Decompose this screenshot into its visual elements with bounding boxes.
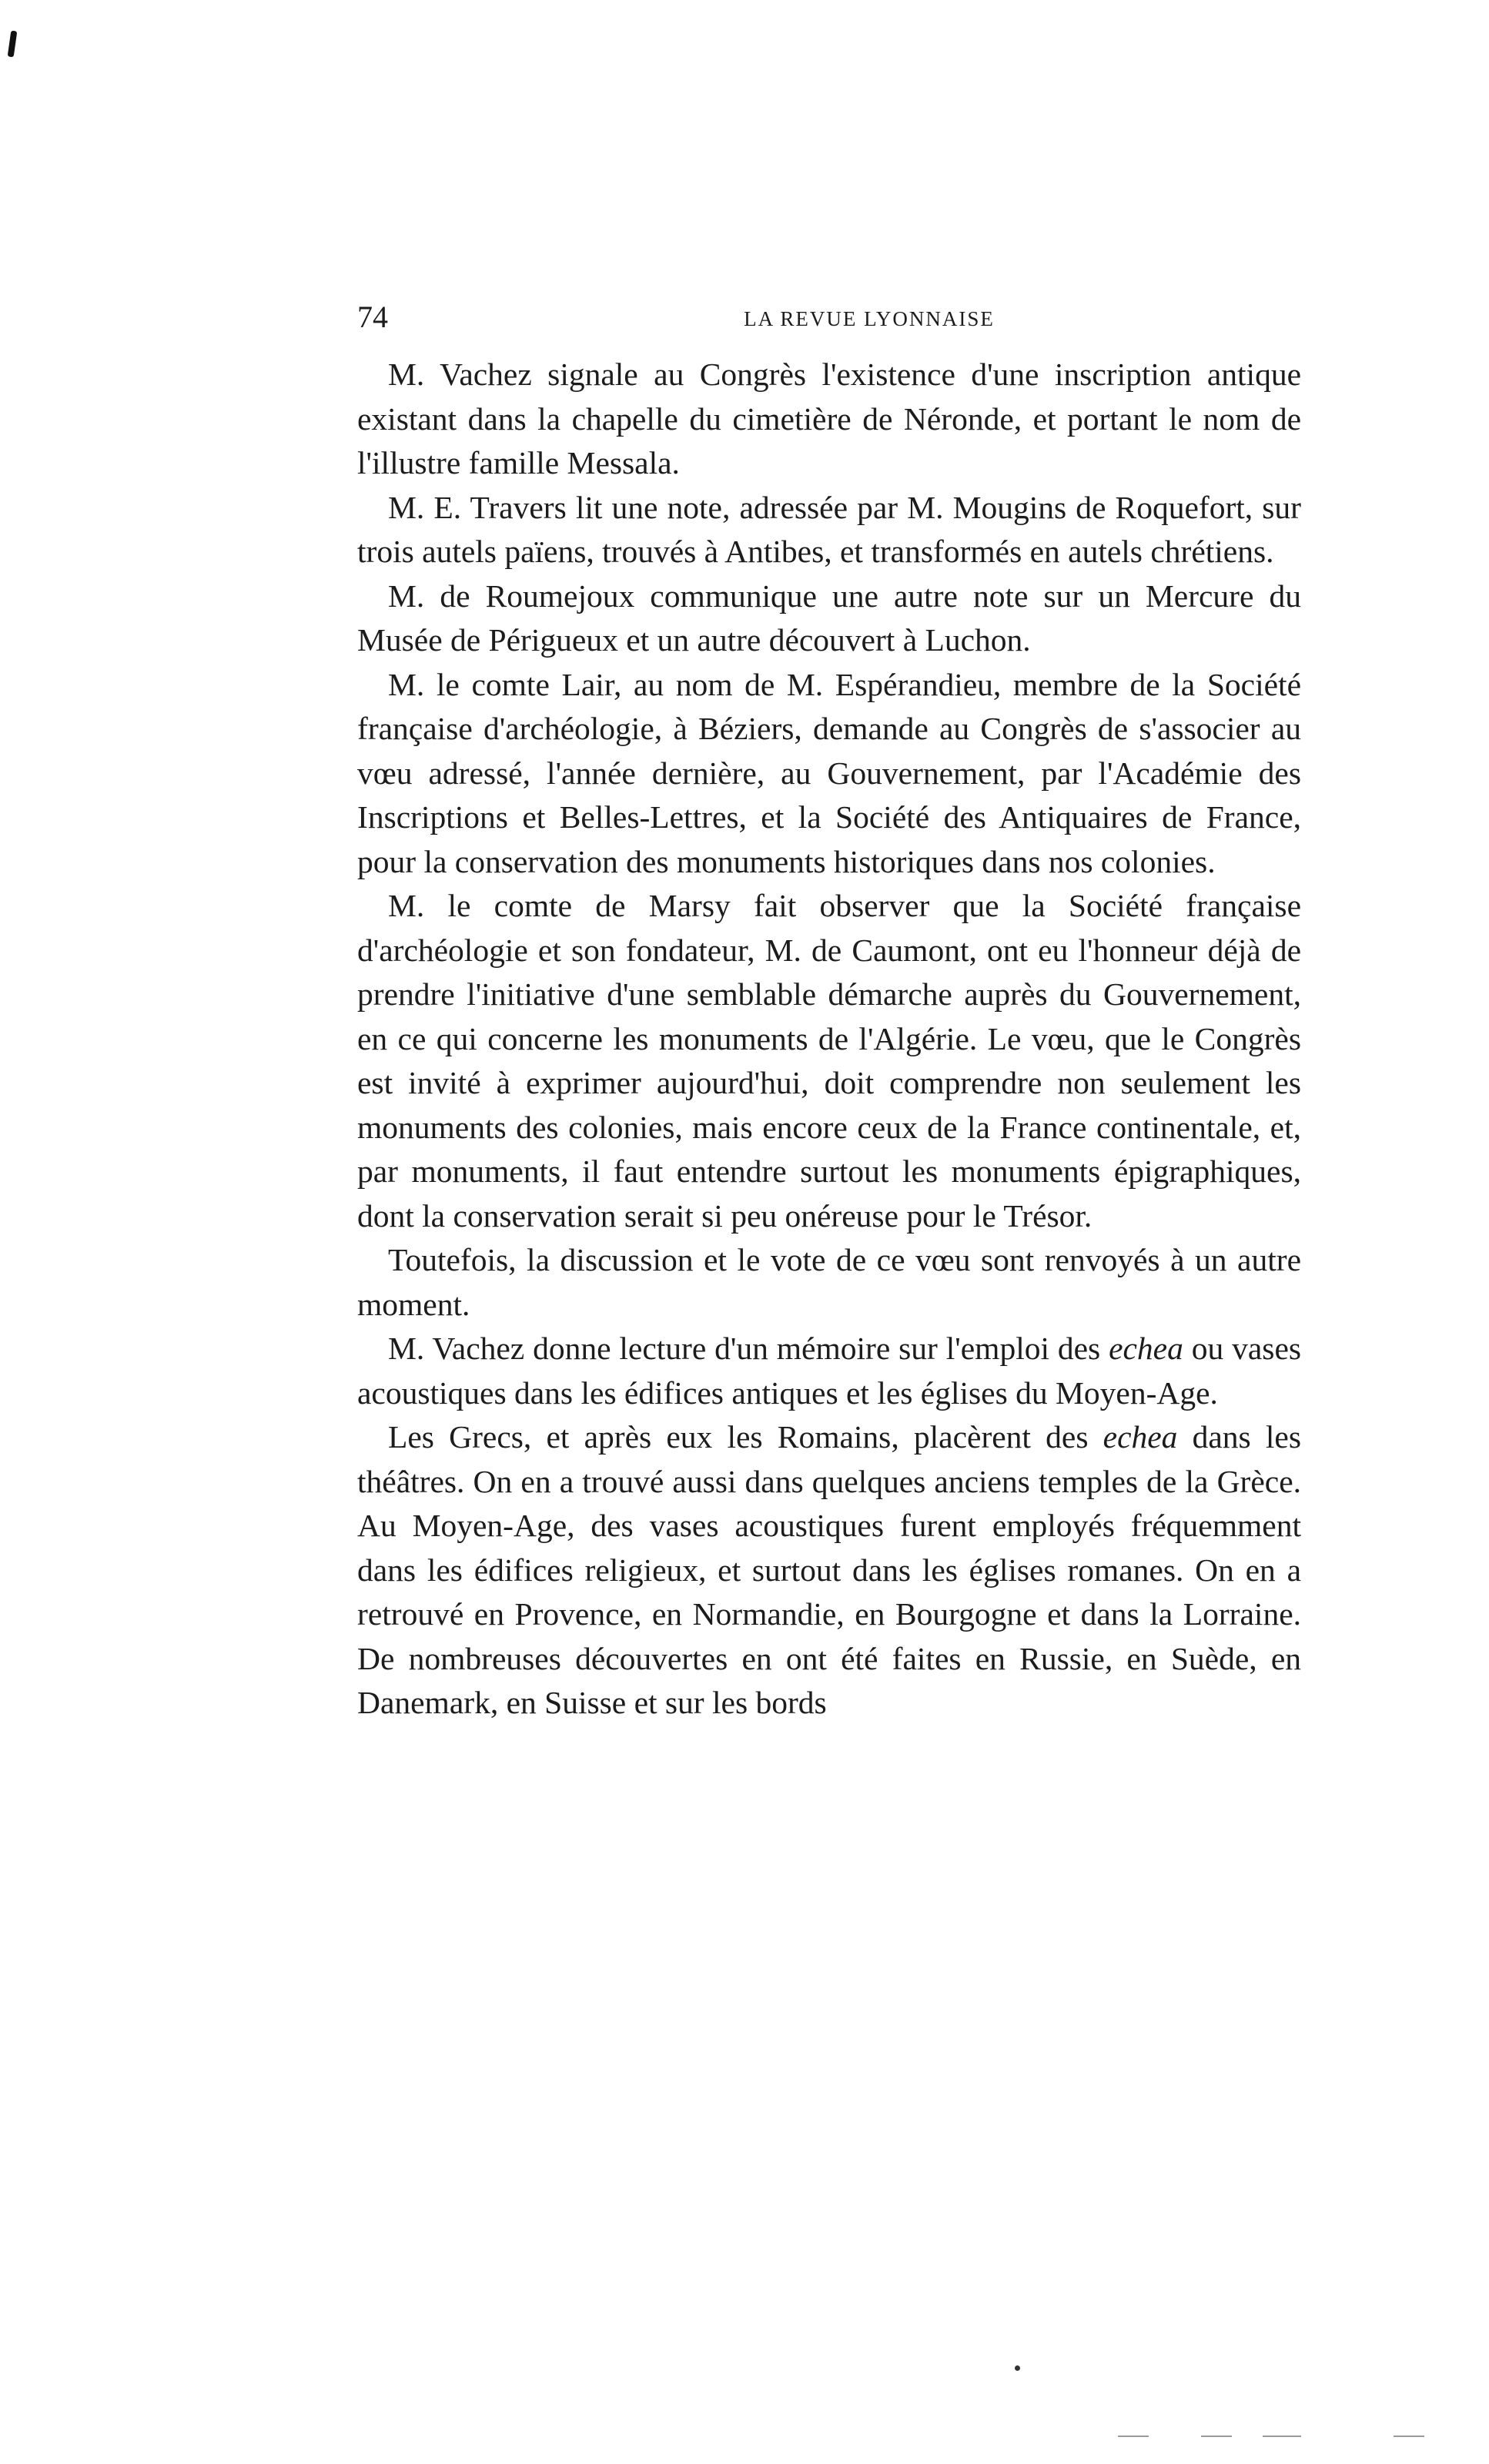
scan-rule: [1263, 2436, 1301, 2437]
paragraph: M. le comte Lair, au nom de M. Espérandieu, membre de la Société française d'archéologie, à Béziers, demande au Congrès de s'associer au vœu adressé, l'année dernière, au Gouvernement, par l'Académie des Inscriptions et Belles-Lettres, et la Société des Antiquaires de France, pour la conservation des monuments historiques dans nos colonies.: [357, 666, 1301, 879]
paragraph: Les Grecs, et après eux les Romains, placèrent des echea dans les théâtres. On en a trouvé aussi dans quelques anciens temples de la Grèce. Au Moyen-Age, des vases acoustiques furent employés fréquemment dans les édifices religieux, et surtout dans les églises romanes. On en a retrouvé en Provence, en Normandie, en Bourgogne et dans la Lorraine. De nombreuses découvertes en ont été faites en Russie, en Suède, en Danemark, en Suisse et sur les bords: [357, 1419, 1301, 1720]
paragraph: Toutefois, la discussion et le vote de ce vœu sont renvoyés à un autre moment.: [357, 1242, 1301, 1322]
paragraph: M. de Roumejoux communique une autre note sur un Mercure du Musée de Périgueux et un autre découvert à Luchon.: [357, 578, 1301, 658]
paragraph: M. Vachez donne lecture d'un mémoire sur l'emploi des echea ou vases acoustiques dans les édifices antiques et les églises du Moyen-Age.: [357, 1331, 1302, 1411]
scan-rule: [1394, 2436, 1424, 2437]
body-text: [357, 353, 1301, 1726]
page-number: 74: [357, 300, 388, 334]
italic-term: echea: [1109, 1331, 1183, 1366]
italic-term: echea: [1103, 1419, 1178, 1455]
scan-rule: [1201, 2436, 1232, 2437]
paragraph: M. le comte de Marsy fait observer que la Société française d'archéologie et son fondateur, M. de Caumont, ont eu l'honneur déjà de prendre l'initiative d'une semblable démarche auprès du Gouvernement, en ce qui concerne les monuments de l'Algérie. Le vœu, que le Congrès est invité à exprimer aujourd'hui, doit comprendre non seulement les monuments des colonies, mais encore ceux de la France continentale, et, par monuments, il faut entendre surtout les monuments épigraphiques, dont la conservation serait si peu onéreuse pour le Trésor.: [357, 888, 1301, 1234]
paragraph: M. E. Travers lit une note, adressée par M. Mougins de Roquefort, sur trois autels païens, trouvés à Antibes, et transformés en autels chrétiens.: [357, 489, 1301, 569]
page-header: [357, 294, 1312, 340]
running-head: LA REVUE LYONNAISE: [744, 307, 995, 330]
scan-rule: [1118, 2436, 1149, 2437]
paragraph: M. Vachez signale au Congrès l'existence d'une inscription antique existant dans la chapelle du cimetière de Néronde, et portant le nom de l'illustre famille Messala.: [357, 357, 1301, 480]
scan-edge-mark: [8, 31, 18, 58]
ink-speck: [1015, 2365, 1020, 2371]
